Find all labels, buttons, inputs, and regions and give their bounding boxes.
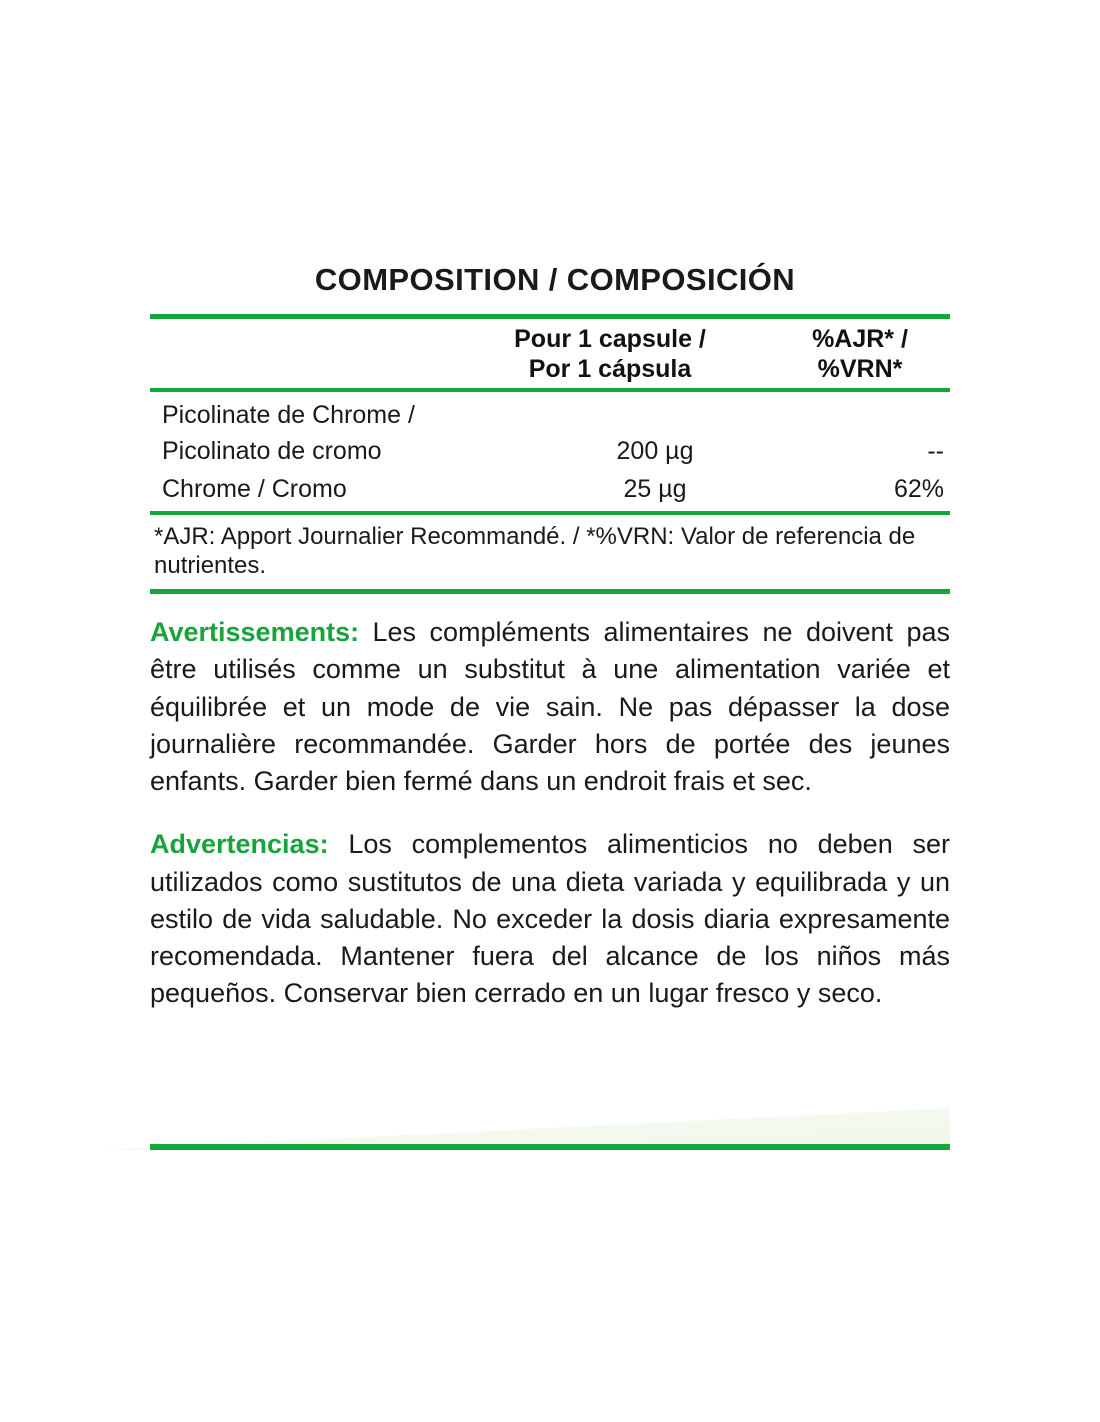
nutrient-percent: -- xyxy=(927,437,944,466)
nutrient-name-line2: Picolinato de cromo xyxy=(162,437,382,466)
nutrient-name xyxy=(150,471,540,507)
nutrient-name-line1: Picolinate de Chrome / xyxy=(162,401,415,429)
table-header-name-cell xyxy=(150,325,450,384)
table-row xyxy=(150,397,950,470)
table-header-percent-cell xyxy=(770,325,950,384)
table-header-percent-line2: %VRN* xyxy=(817,354,903,383)
bottom-decoration xyxy=(100,1108,950,1168)
composition-panel xyxy=(150,262,950,1013)
table-row xyxy=(150,470,950,508)
nutrient-name-line1: Chrome / Cromo xyxy=(162,475,347,504)
warning-block-fr xyxy=(150,614,950,800)
warnings-section xyxy=(150,594,950,1013)
page-title: COMPOSITION / COMPOSICIÓN xyxy=(314,262,796,297)
warning-text-es: Los complementos alimenticios no deben ser utilizados como sustitutos de una dieta variada y equilibrada y un estilo de vida saludable. No exceder la dosis diaria expresamente recomendada. Mantener fuera del alcance de los niños más pequeños. Conservar bien cerrado en un lugar fresco y seco. xyxy=(150,829,950,1009)
table-header-percent-line1: %AJR* / xyxy=(812,325,908,353)
table-footnote: *AJR: Apport Journalier Recommandé. / *%VRN: Valor de referencia de nutrientes. xyxy=(154,522,916,579)
warning-text-fr: Les compléments alimentaires ne doivent pas être utilisés comme un substitut à une alimentation variée et équilibrée et un mode de vie sain. Ne pas dépasser la dose journalière recommandée. Garder hors de portée des jeunes enfants. Garder bien fermé dans un endroit frais et sec. xyxy=(150,617,950,797)
nutrient-amount: 25 µg xyxy=(623,475,687,504)
nutrient-amount: 200 µg xyxy=(616,437,694,466)
nutrient-percent: 62% xyxy=(893,475,944,504)
table-header-amount-line2: Por 1 cápsula xyxy=(528,354,692,383)
warning-label-es: Advertencias: xyxy=(150,829,329,860)
nutrient-name xyxy=(150,397,540,470)
table-body xyxy=(150,392,950,511)
table-header-amount-cell xyxy=(450,325,770,384)
warning-block-es xyxy=(150,826,950,1012)
decorative-rule xyxy=(150,1144,950,1150)
table-header-amount-line1: Pour 1 capsule / xyxy=(514,325,706,353)
nutrition-table xyxy=(150,319,950,594)
warning-label-fr: Avertissements: xyxy=(150,617,360,648)
table-header-row xyxy=(150,319,950,388)
